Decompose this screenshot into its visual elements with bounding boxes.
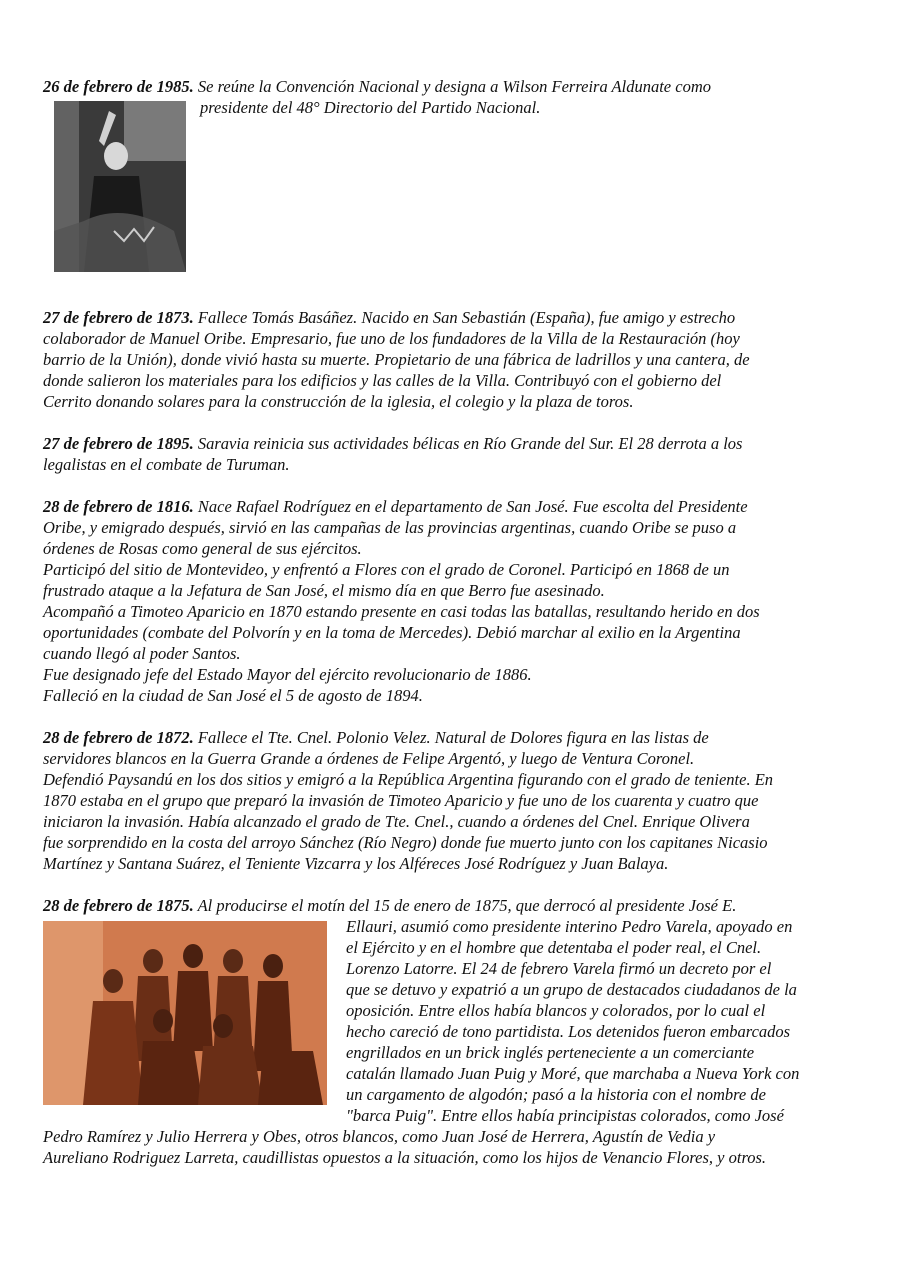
entry-text-line: órdenes de Rosas como general de sus ejércitos. xyxy=(43,539,362,558)
entry-text-line: el Ejército y en el hombre que detentaba el poder real, el Cnel. xyxy=(346,938,762,957)
entry-1872-02-28 xyxy=(43,727,858,748)
entry-date: 28 de febrero de 1816. xyxy=(43,497,194,516)
entry-text-line: catalán llamado Juan Puig y Moré, que marchaba a Nueva York con xyxy=(346,1064,800,1083)
entry-text-line: oposición. Entre ellos había blancos y colorados, por lo cual el xyxy=(346,1001,766,1020)
entry-text-line: Fue designado jefe del Estado Mayor del ejército revolucionario de 1886. xyxy=(43,665,532,684)
entry-date: 27 de febrero de 1895. xyxy=(43,434,194,453)
entry-date: 26 de febrero de 1985. xyxy=(43,77,194,96)
entry-text-line: Ellauri, asumió como presidente interino Pedro Varela, apoyado en xyxy=(346,917,793,936)
entry-1873-02-27 xyxy=(43,307,858,328)
entry-1875-02-28 xyxy=(43,895,858,1168)
entry-text-line: frustrado ataque a la Jefatura de San José, el mismo día en que Berro fue asesinado. xyxy=(43,581,605,600)
entry-text-line: "barca Puig". Entre ellos había principistas colorados, como José xyxy=(346,1106,784,1125)
entry-date: 28 de febrero de 1872. xyxy=(43,728,194,747)
entry-first-line xyxy=(43,895,858,916)
entry-text-line: cuando llegó al poder Santos. xyxy=(43,644,241,663)
entry-text-line: Acompañó a Timoteo Aparicio en 1870 estando presente en casi todas las batallas, resultando herido en dos xyxy=(43,602,760,621)
entry-text-line: servidores blancos en la Guerra Grande a órdenes de Felipe Argentó, y luego de Ventura Coronel. xyxy=(43,749,695,768)
entry-text-line: 1870 estaba en el grupo que preparó la invasión de Timoteo Aparicio y fue uno de los cuarenta y cuatro que xyxy=(43,791,759,810)
entry-date: 27 de febrero de 1873. xyxy=(43,308,194,327)
entry-text-line: engrillados en un brick inglés perteneciente a un comerciante xyxy=(346,1043,755,1062)
entry-text-line: hecho careció de tono partidista. Los detenidos fueron embarcados xyxy=(346,1022,791,1041)
entry-text-line: Aureliano Rodriguez Larreta, caudillistas opuestos a la situación, como los hijos de Venancio Flores, y otros. xyxy=(43,1148,767,1167)
entry-text: Fallece Tomás Basáñez. Nacido en San Sebastián (España), fue amigo y estrecho xyxy=(193,308,736,327)
entry-text-line: un cargamento de algodón; pasó a la historia con el nombre de xyxy=(346,1085,766,1104)
entry-text-line: legalistas en el combate de Turuman. xyxy=(43,455,290,474)
entry-text-line: fue sorprendido en la costa del arroyo Sánchez (Río Negro) donde fue muerto junto con los capitanes Nicasio xyxy=(43,833,768,852)
entry-text-line: Lorenzo Latorre. El 24 de febrero Varela firmó un decreto por el xyxy=(346,959,772,978)
entry-text-line: Pedro Ramírez y Julio Herrera y Obes, otros blancos, como Juan José de Herrera, Agustín de Vedia y xyxy=(43,1127,716,1146)
entry-text: Se reúne la Convención Nacional y designa a Wilson Ferreira Aldunate como xyxy=(193,77,711,96)
entry-1895-02-27 xyxy=(43,433,858,454)
entry-text-line: Participó del sitio de Montevideo, y enfrentó a Flores con el grado de Coronel. Participó en 1868 de un xyxy=(43,560,730,579)
entry-text-line: Cerrito donando solares para la construcción de la iglesia, el colegio y la plaza de toros. xyxy=(43,392,634,411)
entry-text: Nace Rafael Rodríguez en el departamento de San José. Fue escolta del Presidente xyxy=(193,497,748,516)
entry-text-line: colaborador de Manuel Oribe. Empresario, fue uno de los fundadores de la Villa de la Restauración (hoy xyxy=(43,329,740,348)
entry-text-line: Falleció en la ciudad de San José el 5 de agosto de 1894. xyxy=(43,686,423,705)
entry-text: Saravia reinicia sus actividades bélicas en Río Grande del Sur. El 28 derrota a los xyxy=(193,434,743,453)
entry-date: 28 de febrero de 1875. xyxy=(43,896,194,915)
entry-text-line: donde salieron los materiales para los edificios y las calles de la Villa. Contribuyó con el gobierno del xyxy=(43,371,722,390)
entry-text-line: Martínez y Santana Suárez, el Teniente Vizcarra y los Alféreces José Rodríguez y Juan Balaya. xyxy=(43,854,669,873)
entry-text-line: barrio de la Unión), donde vivió hasta su muerte. Propietario de una fábrica de ladrillos y una cantera, de xyxy=(43,350,750,369)
entry-text-line: Defendió Paysandú en los dos sitios y emigró a la República Argentina figurando con el grado de teniente. En xyxy=(43,770,774,789)
entry-text-line: Oribe, y emigrado después, sirvió en las campañas de las provincias argentinas, cuando Oribe se puso a xyxy=(43,518,737,537)
entry-text-line: presidente del 48° Directorio del Partido Nacional. xyxy=(200,98,541,117)
entry-text-line: iniciaron la invasión. Había alcanzado el grado de Tte. Cnel., cuando a órdenes del Cnel. Enrique Olivera xyxy=(43,812,750,831)
entry-text-line: que se detuvo y expatrió a un grupo de destacados ciudadanos de la xyxy=(346,980,797,999)
entry-text: Al producirse el motín del 15 de enero de 1875, que derrocó al presidente José E. xyxy=(193,896,737,915)
entry-1985-02-26 xyxy=(43,76,858,97)
entry-1816-02-28 xyxy=(43,496,858,517)
entry-text: Fallece el Tte. Cnel. Polonio Velez. Natural de Dolores figura en las listas de xyxy=(193,728,709,747)
document-body xyxy=(43,76,858,1168)
entry-text-line: oportunidades (combate del Polvorín y en la toma de Mercedes). Debió marchar al exilio en la Argentina xyxy=(43,623,741,642)
